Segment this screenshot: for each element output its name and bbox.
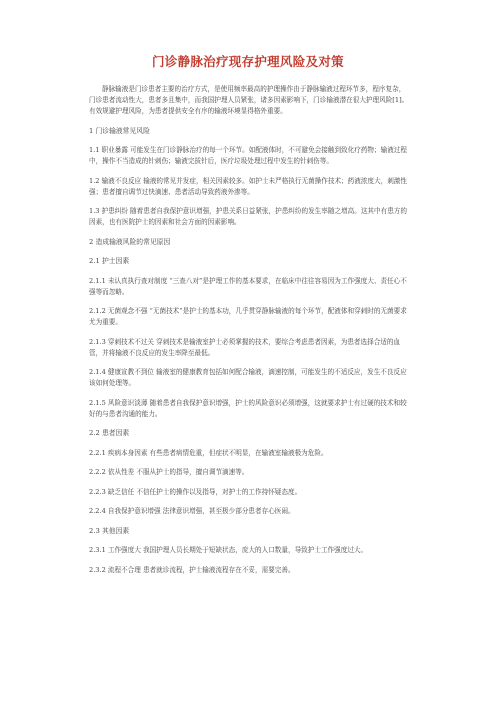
subsection-heading-2-2: 2.2 患者因素: [89, 429, 130, 437]
subsection-heading-2-1: 2.1 护士因素: [89, 257, 130, 265]
paragraph-2-1-3: 2.1.3 穿刺技术不过关 穿刺技术是输液室护士必须掌握的技术，要综合考虑患者因素，为患者选择合适的血管，并将输液不良反应的发生率降至最低。: [89, 337, 401, 357]
paragraph-2-1-5: 2.1.5 风险意识淡薄 随着患者自我保护意识增强，护士的风险意识必须增强，这就要求护士有过硬的技术和较好的与患者沟通的能力。: [89, 398, 407, 418]
paragraph-2-2-4: 2.2.4 自我保护意识增强 法律意识增强，甚至极少部分患者存心医闹。: [89, 507, 295, 515]
document-body: [89, 84, 409, 584]
paragraph-2-3-1: 2.3.1 工作强度大 我国护理人员长期处于短缺状态，庞大的人口数量，导致护士工作强度过大。: [89, 546, 368, 554]
paragraph-2-2-1: 2.2.1 疾病本身因素 有些患者病情危重，但症状不明显，在输液室输液极为危险。: [89, 448, 328, 457]
paragraph-2-1-2: 2.1.2 无菌观念不强 “无菌技术”是护士的基本功，几乎贯穿静脉输液的每个环节，配液体和穿刺时的无菌要求尤为重要。: [89, 307, 407, 326]
section-heading-2: 2 造成输液风险的常见原因: [89, 237, 171, 246]
paragraph-2-3-2: 2.3.2 流程不合理 患者就诊流程，护士输液流程存在不妥，需要完善。: [89, 565, 295, 574]
paragraph-1-2: 1.2 输液不良反应 输液的常见并发症，相关因素较多。如护士未严格执行无菌操作技术；药液浓度大，刺激性强；患者擅自调节过快滴速、患者活动导致药液外渗等。: [89, 176, 407, 196]
paragraph-1-3: 1.3 护患纠纷 随着患者自我保护意识增强，护患关系日益紧张，护患纠纷的发生率随之增高。这其中有患方的因素，也有医院护士的因素和社会方面的因素影响。: [89, 207, 407, 226]
paragraph-2-1-4: 2.1.4 健康宣教不到位 输液室的健康教育包括如何配合输液，滴速控制，可能发生的不适反应，发生不良反应该如何处理等。: [89, 368, 407, 387]
paragraph-1-1: 1.1 职业暴露 可能发生在门诊静脉治疗的每一个环节。如配液体时，不可避免会接触到致化疗药物；输液过程中，操作不当造成的针刺伤；输液完拔针后，医疗垃圾处理过程中发生的针刺伤等。: [89, 146, 407, 165]
paragraph-2-2-2: 2.2.2 依从性差 不服从护士的指导，擅自调节滴速等。: [89, 468, 249, 476]
subsection-heading-2-3: 2.3 其他因素: [89, 526, 130, 535]
document-title: 门诊静脉治疗现存护理风险及对策: [151, 54, 344, 69]
paragraph-2-1-1: 2.1.1 未认真执行查对制度 “三查八对”是护理工作的基本要求，在临床中往往容易因为工作强度大、责任心不强等而忽略。: [89, 276, 407, 296]
intro-paragraph: 静脉输液是门诊患者主要的治疗方式，是使用频率最高的护理操作由于静脉输液过程环节多，程序复杂，门诊患者流动性大，患者多且集中，而我国护理人员紧张，诸多因素影响下，门诊输液潜在很大护理风险[1]。有效规避护理风险，为患者提供安全有序的输液环境显得格外重要。: [89, 85, 409, 115]
paragraph-2-2-3: 2.2.3 缺乏信任 不信任护士的操作以及指导，对护士的工作持怀疑态度。: [89, 487, 302, 496]
section-heading-1: 1 门诊输液常见风险: [89, 126, 150, 135]
